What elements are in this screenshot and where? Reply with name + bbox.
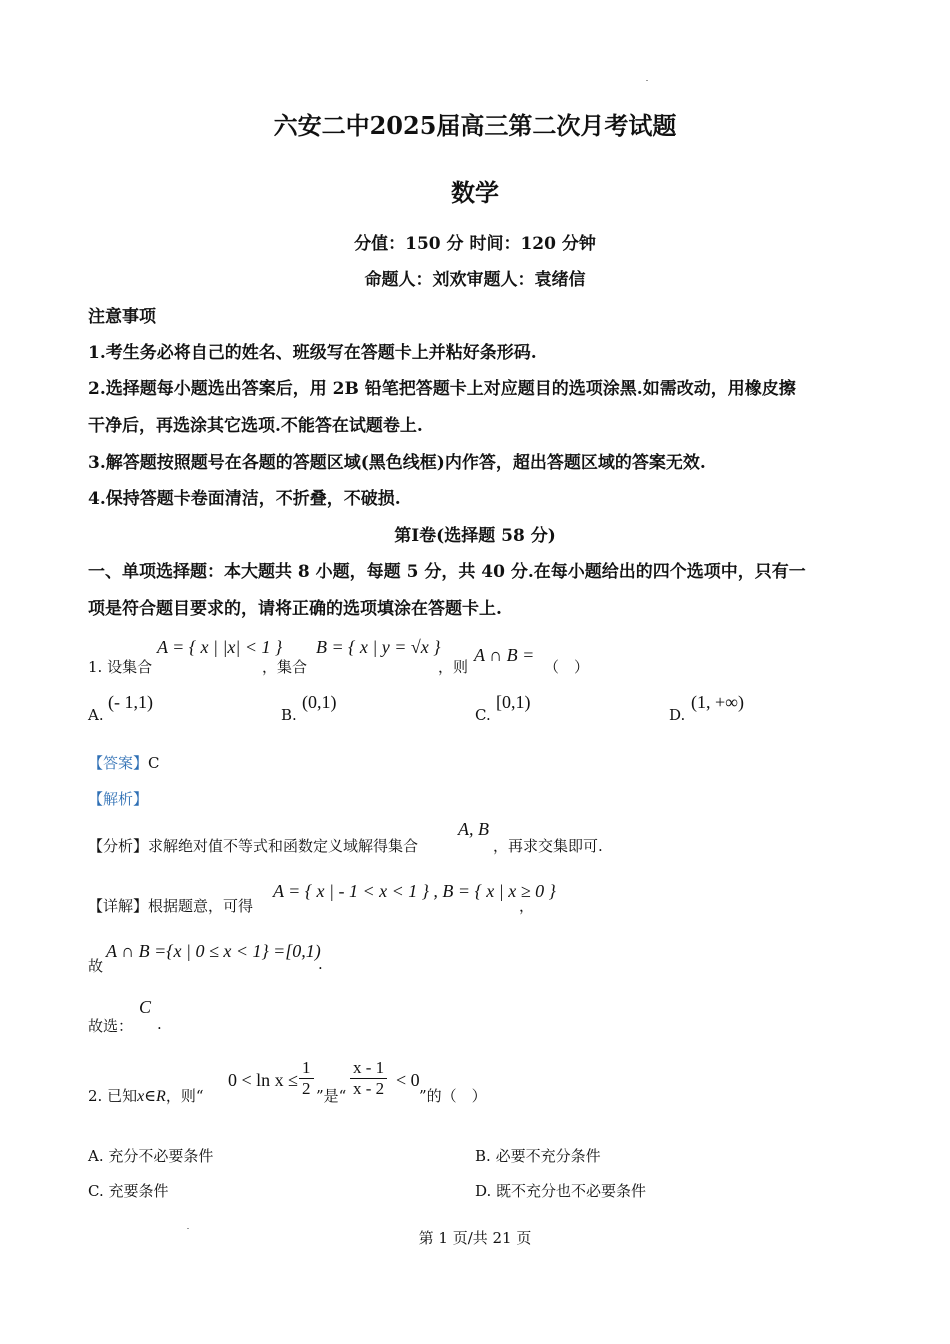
q1-detail (88, 895, 253, 916)
analysis-tail: ，再求交集即可. (493, 837, 603, 855)
so-math: A ∩ B ={x | 0 ≤ x < 1} =[0,1) (106, 941, 321, 961)
scan-dot (646, 80, 648, 81)
q2-option-a (88, 1145, 213, 1166)
detail-tag: 【详解】 (88, 897, 149, 915)
q1-option-d-letter: D. (669, 706, 686, 724)
q2-mid2: ”是“ (316, 1087, 347, 1105)
q2-option-d-letter: D. (475, 1182, 492, 1200)
q2-lead-text: 2. 已知 (88, 1087, 138, 1105)
q1-option-b-letter: B. (281, 706, 297, 724)
q2-option-a-letter: A. (88, 1147, 104, 1165)
analysis-text: 求解绝对值不等式和函数定义域解得集合 (148, 837, 419, 855)
q1-option-a-letter: A. (88, 706, 104, 724)
choose-text: 故选： (88, 1017, 134, 1035)
frac2-num: x - 1 (350, 1058, 387, 1079)
q1-option-c-letter: C. (475, 706, 491, 724)
notice-heading: 注意事项 (88, 307, 156, 327)
frac2-den: x - 2 (353, 1079, 385, 1098)
q2-lead (88, 1085, 203, 1106)
detail-tail: ， (519, 897, 535, 915)
analysis-tag: 【分析】 (88, 837, 149, 855)
q2-option-b (475, 1145, 601, 1166)
authors: 命题人：刘欢审题人：袁绪信 (364, 270, 586, 290)
q2-ineq1: 0 < ln x ≤ (228, 1070, 299, 1090)
q1-mid: ，集合 (262, 658, 308, 676)
q2-cond: x∈R (137, 1088, 166, 1105)
notice-item-1: 1.考生务必将自己的姓名、班级写在答题卡上并粘好条形码. (88, 343, 537, 363)
choose-val: C (139, 997, 152, 1017)
analysis-sets: A, B (458, 819, 489, 839)
explain-tag: 【解析】 (88, 790, 149, 808)
q2-option-b-letter: B. (475, 1147, 491, 1165)
notice-item-4: 4.保持答题卡卷面清洁，不折叠，不破损. (88, 489, 401, 509)
q1-option-b-value: (0,1) (302, 692, 337, 712)
part-instruction-cont: 项是符合题目要求的，请将正确的选项填涂在答题卡上. (88, 599, 502, 619)
q1-answer (88, 752, 160, 773)
volume-title: 第Ⅰ卷(选择题 58 分) (394, 526, 556, 546)
q2-tail: ”的（ ） (419, 1087, 487, 1105)
subject-title: 数学 (451, 178, 499, 207)
detail-text: 根据题意，可得 (148, 897, 254, 915)
q1-tail: ，则 (438, 658, 469, 676)
frac1-num: 1 (299, 1058, 314, 1079)
score-time: 分值：150 分 时间：120 分钟 (354, 234, 596, 254)
so-tail: . (318, 955, 323, 973)
q1-set-b: B = { x | y = √x } (316, 637, 441, 657)
q2-option-c-letter: C. (88, 1182, 104, 1200)
q2-ineq2: < 0 (396, 1070, 420, 1090)
q2-mid1: ，则“ (165, 1087, 204, 1105)
q2-option-c (88, 1180, 169, 1201)
answer-tag: 【答案】 (88, 754, 149, 772)
q2-option-b-text: 必要不充分条件 (495, 1147, 601, 1165)
detail-math: A = { x | - 1 < x < 1 } , B = { x | x ≥ 0 } (273, 881, 556, 901)
q1-expr: A ∩ B = (474, 645, 535, 665)
q1-lead: 1. 设集合 (88, 658, 153, 676)
q2-option-d (475, 1180, 646, 1201)
notice-item-3: 3.解答题按照题号在各题的答题区域(黑色线框)内作答，超出答题区域的答案无效. (88, 453, 706, 473)
q1-analysis (88, 835, 418, 856)
frac1-den: 2 (302, 1079, 311, 1098)
exam-title: 六安二中2025届高三第二次月考试题 (273, 111, 677, 140)
q2-option-a-text: 充分不必要条件 (108, 1147, 214, 1165)
q1-set-a: A = { x | |x| < 1 } (157, 637, 283, 657)
q2-option-c-text: 充要条件 (108, 1182, 169, 1200)
q1-option-d-value: (1, +∞) (691, 692, 744, 712)
q1-option-c-value: [0,1) (496, 692, 531, 712)
notice-item-2: 2.选择题每小题选出答案后，用 2B 铅笔把答题卡上对应题目的选项涂黑.如需改动，用橡皮擦 (88, 379, 796, 399)
q2-option-d-text: 既不充分也不必要条件 (496, 1182, 647, 1200)
part-instruction: 一、单项选择题：本大题共 8 小题，每题 5 分，共 40 分.在每小题给出的四个选项中，只有一 (88, 562, 806, 582)
choose-tail: . (157, 1015, 162, 1033)
answer-value: C (148, 754, 160, 772)
q2-frac2 (350, 1058, 387, 1099)
page-footer: 第 1 页/共 21 页 (418, 1229, 532, 1247)
q2-frac1 (299, 1058, 314, 1099)
q1-paren: （ ） (544, 658, 590, 676)
so-text: 故 (88, 957, 104, 975)
q1-option-a-value: (- 1,1) (108, 692, 153, 712)
notice-item-2-cont: 干净后，再选涂其它选项.不能答在试题卷上. (88, 416, 423, 436)
